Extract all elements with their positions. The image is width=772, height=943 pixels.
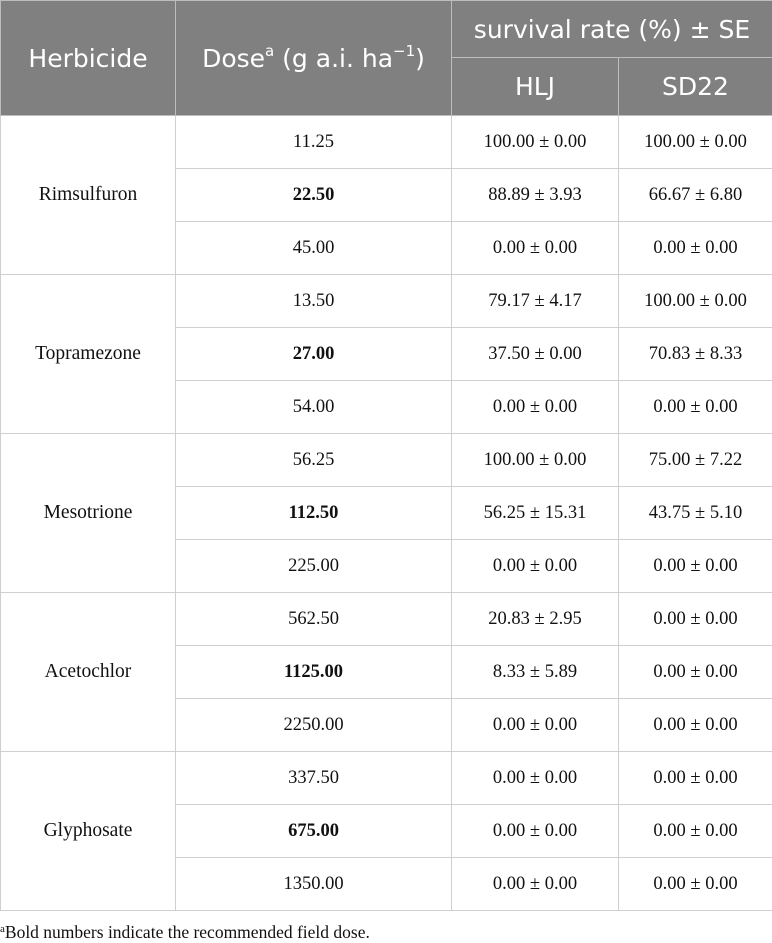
table-row [1,116,772,169]
hlj-survival-cell: 0.00 ± 0.00 [452,805,619,858]
dose-cell: 27.00 [176,328,452,381]
sd22-survival-cell: 100.00 ± 0.00 [619,116,772,169]
sd22-survival-cell: 0.00 ± 0.00 [619,858,772,911]
dose-cell: 112.50 [176,487,452,540]
hlj-survival-cell: 20.83 ± 2.95 [452,593,619,646]
dose-cell: 1125.00 [176,646,452,699]
sd22-survival-cell: 66.67 ± 6.80 [619,169,772,222]
table-body [1,116,772,911]
dose-cell: 225.00 [176,540,452,593]
header-dose-footnote-marker: a [265,42,274,60]
dose-cell: 675.00 [176,805,452,858]
hlj-survival-cell: 56.25 ± 15.31 [452,487,619,540]
sd22-survival-cell: 0.00 ± 0.00 [619,699,772,752]
hlj-survival-cell: 0.00 ± 0.00 [452,540,619,593]
dose-cell: 56.25 [176,434,452,487]
footnote-marker: a [0,923,5,935]
dose-cell: 337.50 [176,752,452,805]
dose-cell: 2250.00 [176,699,452,752]
sd22-survival-cell: 43.75 ± 5.10 [619,487,772,540]
table-header [1,1,772,116]
table-row [1,275,772,328]
header-dose-label: Dose [202,44,265,73]
hlj-survival-cell: 0.00 ± 0.00 [452,222,619,275]
header-dose-unit: (g a.i. ha [274,44,393,73]
sd22-survival-cell: 100.00 ± 0.00 [619,275,772,328]
sd22-survival-cell: 0.00 ± 0.00 [619,593,772,646]
hlj-survival-cell: 88.89 ± 3.93 [452,169,619,222]
dose-cell: 22.50 [176,169,452,222]
table-row [1,434,772,487]
hlj-survival-cell: 0.00 ± 0.00 [452,699,619,752]
table-row [1,593,772,646]
sd22-survival-cell: 0.00 ± 0.00 [619,752,772,805]
dose-cell: 562.50 [176,593,452,646]
header-sd22: SD22 [619,58,772,116]
dose-cell: 1350.00 [176,858,452,911]
header-hlj: HLJ [452,58,619,116]
sd22-survival-cell: 0.00 ± 0.00 [619,381,772,434]
hlj-survival-cell: 100.00 ± 0.00 [452,116,619,169]
sd22-survival-cell: 0.00 ± 0.00 [619,540,772,593]
sd22-survival-cell: 0.00 ± 0.00 [619,222,772,275]
hlj-survival-cell: 0.00 ± 0.00 [452,381,619,434]
herbicide-name: Mesotrione [1,434,176,593]
hlj-survival-cell: 79.17 ± 4.17 [452,275,619,328]
dose-cell: 45.00 [176,222,452,275]
table-row [1,752,772,805]
hlj-survival-cell: 100.00 ± 0.00 [452,434,619,487]
header-dose [176,1,452,116]
sd22-survival-cell: 70.83 ± 8.33 [619,328,772,381]
header-herbicide: Herbicide [1,1,176,116]
header-dose-unit-close: ) [415,44,425,73]
herbicide-name: Glyphosate [1,752,176,911]
sd22-survival-cell: 0.00 ± 0.00 [619,646,772,699]
herbicide-name: Topramezone [1,275,176,434]
header-survival-rate: survival rate (%) ± SE [452,1,772,58]
dose-cell: 13.50 [176,275,452,328]
dose-cell: 11.25 [176,116,452,169]
footnote-text: Bold numbers indicate the recommended field dose. [5,922,370,942]
herbicide-name: Rimsulfuron [1,116,176,275]
hlj-survival-cell: 0.00 ± 0.00 [452,752,619,805]
dose-cell: 54.00 [176,381,452,434]
hlj-survival-cell: 8.33 ± 5.89 [452,646,619,699]
sd22-survival-cell: 75.00 ± 7.22 [619,434,772,487]
hlj-survival-cell: 37.50 ± 0.00 [452,328,619,381]
herbicide-name: Acetochlor [1,593,176,752]
header-dose-unit-exponent: −1 [393,42,415,60]
sd22-survival-cell: 0.00 ± 0.00 [619,805,772,858]
hlj-survival-cell: 0.00 ± 0.00 [452,858,619,911]
